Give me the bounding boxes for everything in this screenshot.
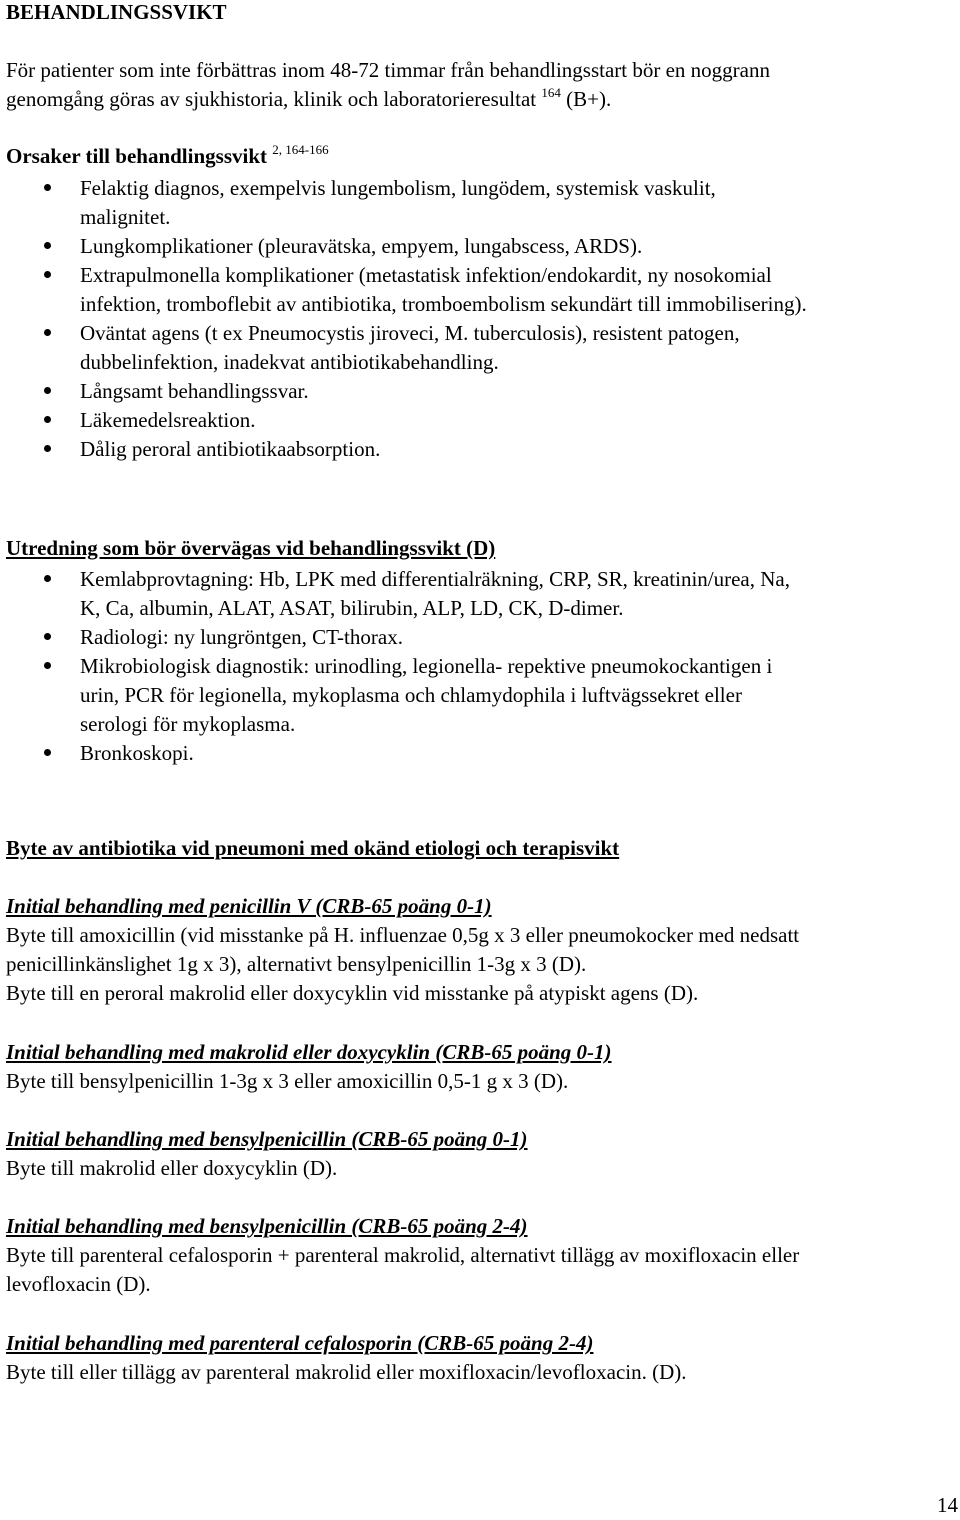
list-item-line: Extrapulmonella komplikationer (metastatisk infektion/endokardit, ny nosokomial [80,263,772,287]
list-item-line: Lungkomplikationer (pleuravätska, empyem, lungabscess, ARDS). [80,234,643,258]
page-number: 14 [937,1493,958,1517]
treatment-section-heading: Initial behandling med bensylpenicillin (CRB-65 poäng 0-1) [6,1127,528,1151]
investigation-item [0,739,790,768]
reference-superscript: 164 [541,85,561,100]
list-item-line: Radiologi: ny lungröntgen, CT-thorax. [80,625,403,649]
list-item-line: Mikrobiologisk diagnostik: urinodling, legionella- repektive pneumokockantigen i [80,654,773,678]
list-item-line: Oväntat agens (t ex Pneumocystis jiroveci, M. tuberculosis), resistent patogen, [80,321,740,345]
cause-item [0,174,807,232]
list-item-line: serologi för mykoplasma. [80,712,296,736]
treatment-section-line: levofloxacin (D). [6,1272,151,1296]
treatment-section-line: Byte till amoxicillin (vid misstanke på H. influenzae 0,5g x 3 eller pneumokocker med nedsatt [6,923,800,947]
investigation-heading: Utredning som bör övervägas vid behandlingssvikt (D) [6,536,496,560]
list-item-line: Läkemedelsreaktion. [80,408,256,432]
cause-item [0,319,807,377]
treatment-section-line: Byte till bensylpenicillin 1-3g x 3 eller amoxicillin 0,5-1 g x 3 (D). [6,1069,569,1093]
reference-superscript: 2, 164-166 [272,142,329,157]
investigation-list [0,565,790,768]
investigation-item [0,623,790,652]
treatment-section-heading: Initial behandling med makrolid eller doxycyklin (CRB-65 poäng 0-1) [6,1040,612,1064]
list-item-line: K, Ca, albumin, ALAT, ASAT, bilirubin, ALP, LD, CK, D-dimer. [80,596,624,620]
causes-heading-text: Orsaker till behandlingssvikt [6,144,268,168]
cause-item [0,232,807,261]
list-item-line: Bronkoskopi. [80,741,194,765]
treatment-section-heading: Initial behandling med bensylpenicillin (CRB-65 poäng 2-4) [6,1214,528,1238]
treatment-section-line: Byte till makrolid eller doxycyklin (D). [6,1156,338,1180]
cause-item [0,261,807,319]
investigation-item [0,652,790,739]
treatment-section [6,1038,960,1096]
cause-item [0,435,807,464]
page-heading: BEHANDLINGSSVIKT [6,0,227,24]
list-item-line: Långsamt behandlingssvar. [80,379,309,403]
cause-item [0,406,807,435]
intro-line-2-text: genomgång göras av sjukhistoria, klinik och laboratorieresultat [6,87,537,111]
treatment-section-line: Byte till en peroral makrolid eller doxycyklin vid misstanke på atypiskt agens (D). [6,981,699,1005]
causes-heading [6,142,960,173]
treatment-section-heading: Initial behandling med parenteral cefalosporin (CRB-65 poäng 2-4) [6,1331,594,1355]
evidence-grade: (B+). [560,87,612,111]
causes-list [0,174,807,464]
investigation-item [0,565,790,623]
treatment-section-line: Byte till parenteral cefalosporin + parenteral makrolid, alternativt tillägg av moxifloxacin eller [6,1243,800,1267]
list-item-line: malignitet. [80,205,171,229]
list-item-line: urin, PCR för legionella, mykoplasma och chlamydophila i luftvägssekret eller [80,683,742,707]
treatment-section [6,1329,960,1387]
list-item-line: dubbelinfektion, inadekvat antibiotikabehandling. [80,350,499,374]
treatment-section [6,1125,960,1183]
list-item-line: Felaktig diagnos, exempelvis lungembolism, lungödem, systemisk vaskulit, [80,176,716,200]
intro-paragraph [6,56,960,116]
treatment-section-heading: Initial behandling med penicillin V (CRB-65 poäng 0-1) [6,894,492,918]
list-item-line: Kemlabprovtagning: Hb, LPK med differentialräkning, CRP, SR, kreatinin/urea, Na, [80,567,790,591]
list-item-line: Dålig peroral antibiotikaabsorption. [80,437,381,461]
switch-heading: Byte av antibiotika vid pneumoni med okänd etiologi och terapisvikt [6,836,620,860]
cause-item [0,377,807,406]
list-item-line: infektion, tromboflebit av antibiotika, tromboembolism sekundärt till immobilisering). [80,292,807,316]
intro-line-1: För patienter som inte förbättras inom 48-72 timmar från behandlingsstart bör en noggrann [6,58,770,82]
intro-line-2 [6,85,960,116]
treatment-section [6,892,960,1008]
treatment-section-line: penicillinkänslighet 1g x 3), alternativt bensylpenicillin 1-3g x 3 (D). [6,952,587,976]
treatment-section-line: Byte till eller tillägg av parenteral makrolid eller moxifloxacin/levofloxacin. (D). [6,1360,687,1384]
treatment-section [6,1212,960,1299]
